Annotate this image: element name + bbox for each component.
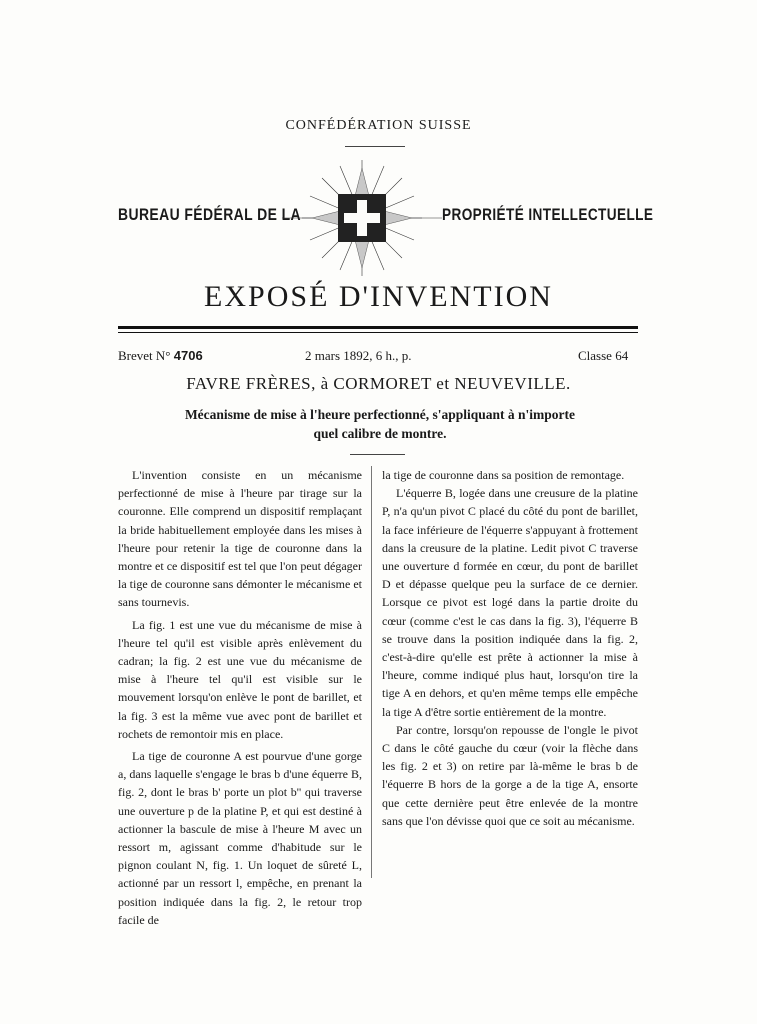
left-paragraph-2: La fig. 1 est une vue du mécanisme de mise à l'heure tel qu'il est visible après enlèvement du cadran; la fig. 2 est une vue du mécanisme de mise à l'heure tel qu'il est visible sur le mouvement lorsqu'on enlève le pont de barillet, et la fig. 3 est la même vue avec pont de barillet et rochets de remontoir mis en place. (118, 617, 362, 741)
brevet-number (118, 348, 203, 364)
left-paragraph-3: La tige de couronne A est pourvue d'une gorge a, dans laquelle s'engage le bras b d'une équerre B, fig. 2, dont le bras b' porte un plot b'' qui traverse une ouverture p de la platine P, et qui est destiné à actionner la bascule de mise à l'heure M avec un ressort m, agissant comme d'habitude sur le pignon coulant N, fig. 1. Un loquet de sûreté L, actionné par un ressort l, empêche, en prenant la position indiquée dans la fig. 2, le retour trop facile de (118, 749, 362, 927)
separator-rule (350, 454, 405, 455)
bureau-left-text: BUREAU FÉDÉRAL DE LA (118, 205, 301, 224)
bureau-right-text: PROPRIÉTÉ INTELLECTUELLE (442, 205, 654, 224)
brevet-label: Brevet N° (118, 348, 171, 363)
right-paragraph-2: L'équerre B, logée dans une creusure de la platine P, n'a qu'un pivot C placé du côté du pont de barillet, la face inférieure de l'équerre s'appuyant à frottement dans la creusure de la platine. Ledit pivot C traverse une ouverture d formée en cœur, du pont de barillet D et dépasse quelque peu la surface de ce dernier. Lorsque ce pivot est logé dans la partie droite du cœur (comme c'est le cas dans la fig. 3), l'équerre B se trouve dans la position indiquée dans la fig. 2, c'est-à-dire qu'elle est prête à actionner la mise à l'heure, comme indiqué plus haut, lorsqu'on tire la tige A en dehors, et qu'en même temps elle empêche la tige A d'être sortie entièrement de la montre. (382, 486, 638, 719)
right-paragraph-1: la tige de couronne dans sa position de remontage. (382, 468, 625, 482)
applicant-name: FAVRE FRÈRES, à CORMORET et NEUVEVILLE. (186, 374, 571, 393)
left-column (118, 466, 362, 929)
swiss-cross-emblem-icon (282, 158, 442, 278)
confederation-heading: CONFÉDÉRATION SUISSE (285, 118, 472, 133)
subtitle-line-1: Mécanisme de mise à l'heure perfectionné, s'appliquant à n'importe (184, 407, 576, 422)
brevet-value: 4706 (173, 348, 203, 363)
right-column (382, 466, 638, 830)
subtitle-line-2: quel calibre de montre. (313, 426, 447, 441)
left-paragraph-1: L'invention consiste en un mécanisme perfectionné de mise à l'heure par tirage sur la couronne. Elle comprend un dispositif remplaçant la bride habituellement employée dans les mises à l'heure pour retenir la tige de couronne dans la montre et ce dispositif est tel que l'on peut dégager la tige de couronne sans démonter le mécanisme et sans tournevis. (118, 468, 362, 610)
ornament-rule (345, 146, 405, 147)
right-paragraph-3: Par contre, lorsqu'on repousse de l'ongle le pivot C dans le côté gauche du cœur (voir la flèche dans les fig. 2 et 3) on retire par là-même le bras b de l'équerre B hors de la gorge a de la tige A, ensorte que cette dernière peut être enlevée de la montre sans que l'on dévisse quoi que ce soit au mécanisme. (382, 722, 638, 828)
invention-subtitle (150, 405, 610, 443)
document-title: EXPOSÉ D'INVENTION (204, 280, 553, 313)
title-rule-thin (118, 332, 638, 333)
title-rule-thick (118, 326, 638, 329)
patent-class: Classe 64 (578, 348, 629, 363)
filing-date: 2 mars 1892, 6 h., p. (305, 348, 412, 363)
column-divider (371, 466, 372, 878)
